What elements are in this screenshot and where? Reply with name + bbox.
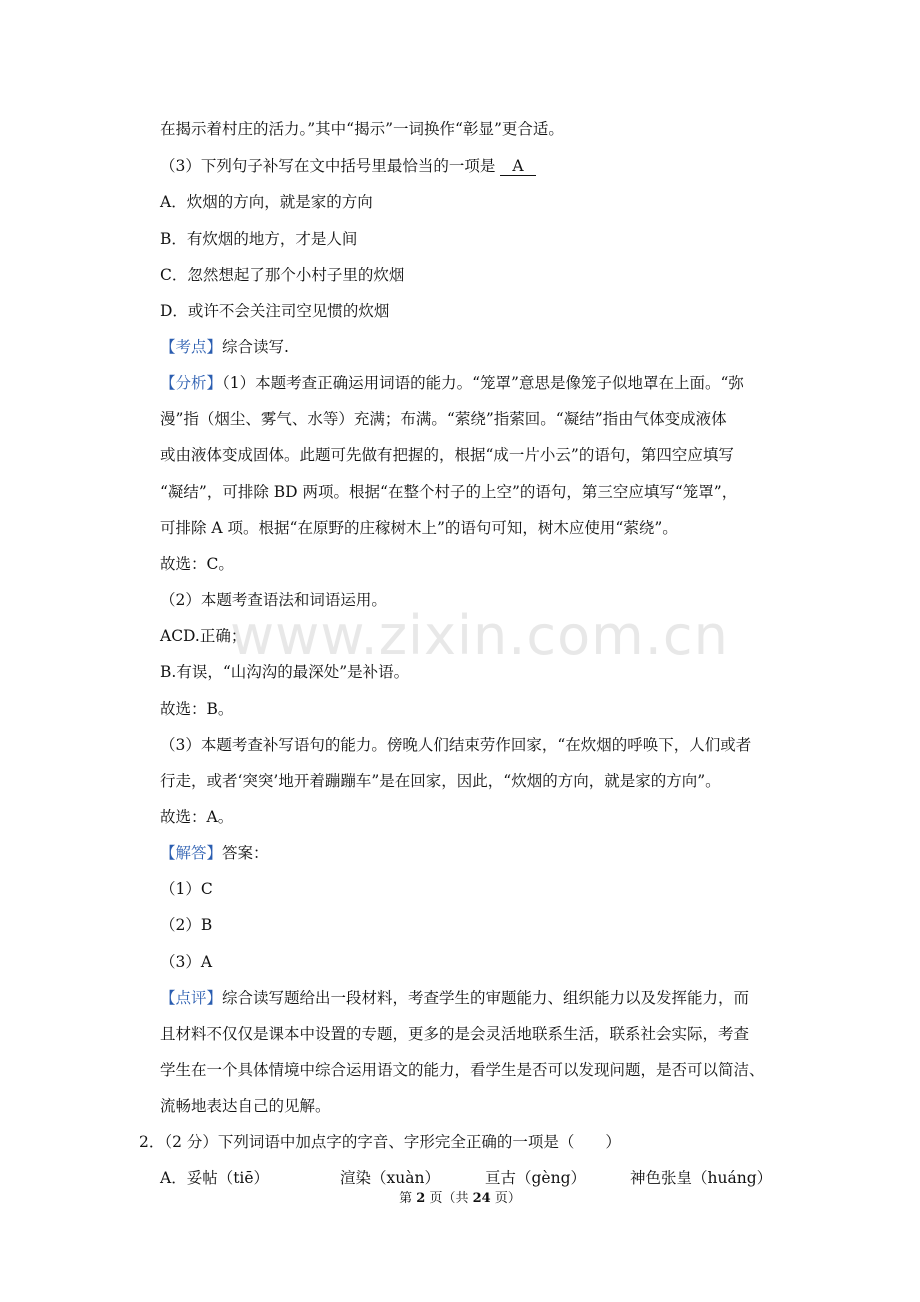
dianping-line-3: 学生在一个具体情境中综合运用语文的能力，看学生是否可以发现问题，是否可以简洁、 xyxy=(160,1061,765,1079)
answer-3: （3）A xyxy=(160,953,213,971)
kaodian-line xyxy=(160,336,800,358)
question-3-answer: A xyxy=(500,157,535,176)
fenxi-line-2: 漫”指（烟尘、雾气、水等）充满；布满。“萦绕”指萦回。“凝结”指由气体变成液体 xyxy=(160,410,727,428)
guxuan-b: 故选：B。 xyxy=(160,700,234,718)
page-footer xyxy=(0,1190,920,1208)
question-2-option-b: 渲染（xuàn） xyxy=(340,1169,440,1187)
question-3-prompt: （3）下列句子补写在文中括号里最恰当的一项是 xyxy=(160,157,496,175)
dianping-tag: 【点评】 xyxy=(160,989,223,1007)
part-2-acd: ACD.正确； xyxy=(160,627,247,645)
footer-middle: 页（共 xyxy=(429,1191,469,1206)
footer-page-number: 2 xyxy=(416,1191,426,1206)
fenxi-line-3: 或由液体变成固体。此题可先做有把握的，根据“成一片小云”的语句，第四空应填写 xyxy=(160,446,734,464)
text-line: 在揭示着村庄的活力。”其中“揭示”一词换作“彰显”更合适。 xyxy=(160,120,564,138)
option-c: C．忽然想起了那个小村子里的炊烟 xyxy=(160,266,405,284)
part-3-line-1: （3）本题考查补写语句的能力。傍晚人们结束劳作回家，“在炊烟的呼唤下，人们或者 xyxy=(160,736,752,754)
fenxi-line-1 xyxy=(160,372,800,394)
question-2: 2．（2 分）下列词语中加点字的字音、字形完全正确的一项是（ ） xyxy=(139,1133,621,1151)
fenxi-text: （1）本题考查正确运用词语的能力。“笼罩”意思是像笼子似地罩在上面。“弥 xyxy=(222,374,744,392)
fenxi-tag: 【分析】 xyxy=(160,374,223,392)
dianping-line-2: 且材料不仅仅是课本中设置的专题，更多的是会灵活地联系生活，联系社会实际，考查 xyxy=(160,1025,750,1043)
jieda-tag: 【解答】 xyxy=(160,844,223,862)
jieda-line xyxy=(160,842,800,864)
option-d: D．或许不会关注司空见惯的炊烟 xyxy=(160,302,390,320)
option-a: A．炊烟的方向，就是家的方向 xyxy=(160,193,373,211)
dianping-line-4: 流畅地表达自己的见解。 xyxy=(160,1097,331,1115)
answer-1: （1）C xyxy=(160,880,213,898)
part-3-line-2: 行走，或者‘突突’地开着蹦蹦车”是在回家，因此，“炊烟的方向，就是家的方向”。 xyxy=(160,772,721,790)
footer-suffix: 页） xyxy=(494,1191,521,1206)
kaodian-text: 综合读写. xyxy=(222,338,289,356)
question-3-line xyxy=(160,155,800,177)
dianping-line-1 xyxy=(160,987,800,1009)
question-2-option-c: 亘古（gèng） xyxy=(485,1169,587,1187)
question-2-option-d: 神色张皇（huáng） xyxy=(630,1169,773,1187)
footer-prefix: 第 xyxy=(399,1191,413,1206)
guxuan-c: 故选：C。 xyxy=(160,555,234,573)
kaodian-tag: 【考点】 xyxy=(160,338,223,356)
fenxi-line-4: “凝结”，可排除 BD 两项。根据“在整个村子的上空”的语句，第三空应填写“笼罩”， xyxy=(160,483,738,501)
answer-2: （2）B xyxy=(160,916,213,934)
footer-total-pages: 24 xyxy=(472,1191,491,1206)
guxuan-a: 故选：A。 xyxy=(160,808,234,826)
dianping-text: 综合读写题给出一段材料，考查学生的审题能力、组织能力以及发挥能力，而 xyxy=(222,989,750,1007)
watermark: www.zixin.com.cn xyxy=(230,604,729,667)
question-2-option-a: A．妥帖（tiē） xyxy=(160,1169,270,1187)
part-2-title: （2）本题考查语法和词语运用。 xyxy=(160,591,387,609)
option-b: B．有炊烟的地方，才是人间 xyxy=(160,230,358,248)
part-2-b: B.有误，“山沟沟的最深处”是补语。 xyxy=(160,663,410,681)
fenxi-line-5: 可排除 A 项。根据“在原野的庄稼树木上”的语句可知，树木应使用“萦绕”。 xyxy=(160,519,678,537)
jieda-text: 答案： xyxy=(222,844,269,862)
